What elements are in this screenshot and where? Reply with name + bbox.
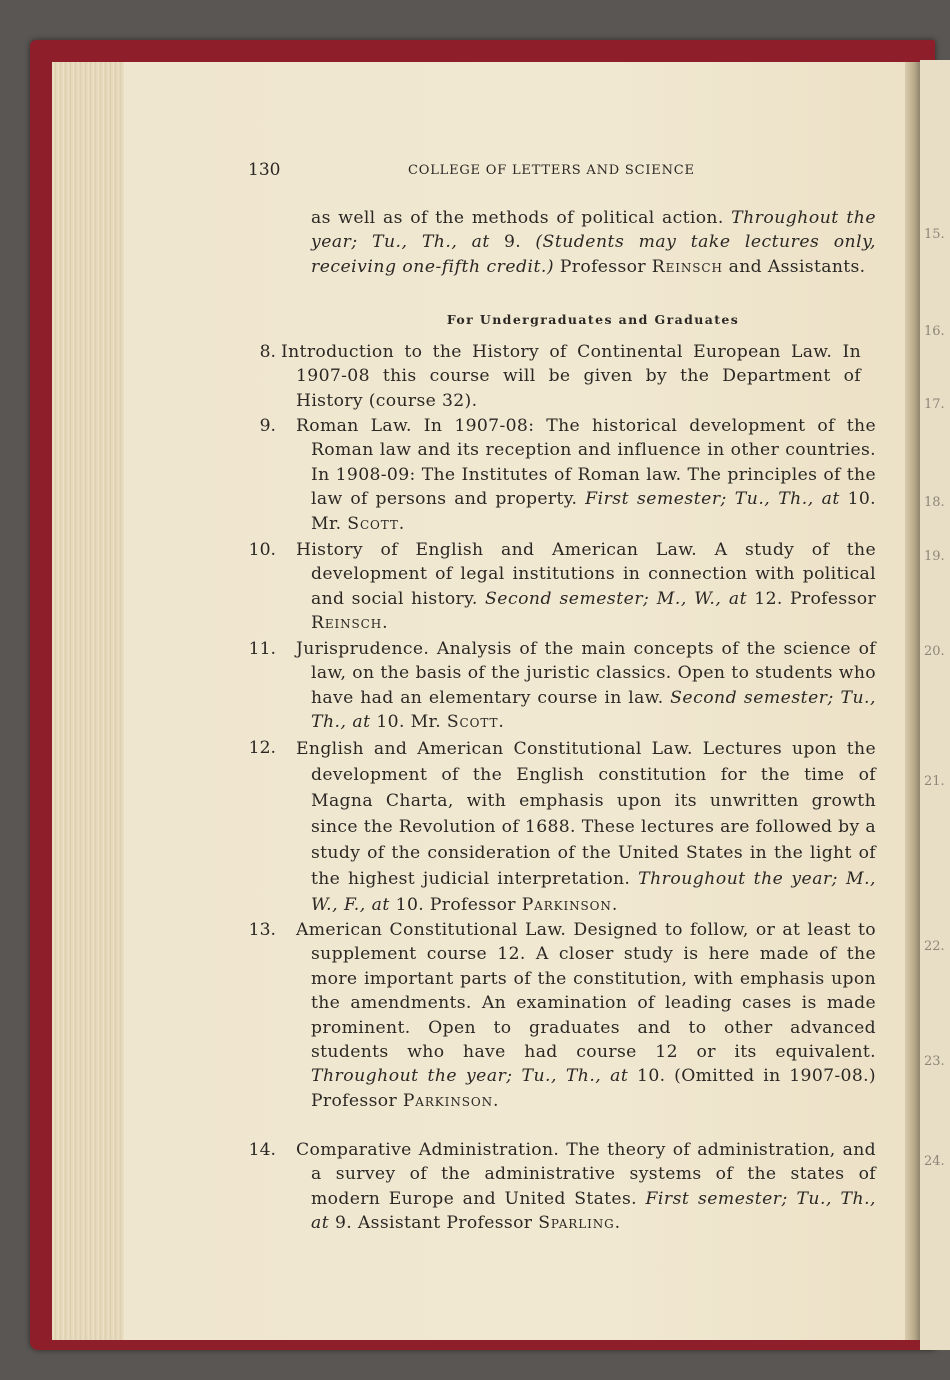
instructor-name: Reinsch — [651, 256, 723, 277]
course-entry — [296, 538, 876, 636]
page-edges — [52, 62, 125, 1340]
course-schedule: Throughout the year; Tu., Th., at — [311, 1066, 629, 1087]
bleed-number: 16. — [924, 324, 945, 339]
course-text: History of English and American Law. A study of the development of legal institutions in connection with political and social history. — [296, 540, 876, 609]
intro-text: Professor — [554, 256, 652, 277]
instructor-name: Sparling. — [538, 1213, 621, 1234]
instructor-name: Scott. — [446, 712, 505, 733]
bleed-number: 17. — [924, 397, 945, 412]
intro-text: and Assistants. — [722, 256, 866, 277]
instructor-name: Parkinson. — [521, 895, 619, 915]
course-entry — [296, 918, 876, 1113]
course-number: 10. — [248, 540, 276, 560]
course-entry — [296, 1138, 876, 1236]
intro-text: 9. — [489, 232, 536, 253]
course-text: Introduction to the History of Continental European Law. In 1907-08 this course will be given by the Department of History (course 32). — [281, 342, 861, 411]
intro-text: as well as of the methods of political action. — [311, 208, 732, 228]
course-text: 10. Mr. — [370, 712, 447, 733]
running-head: COLLEGE OF LETTERS AND SCIENCE — [408, 163, 695, 178]
course-schedule: First semester; Tu., Th., at — [311, 1188, 876, 1234]
section-heading: For Undergraduates and Graduates — [446, 312, 740, 327]
instructor-name: Reinsch. — [311, 613, 389, 634]
course-number: 8. — [259, 342, 276, 362]
course-entry — [296, 414, 876, 536]
instructor-name: Scott. — [347, 513, 406, 534]
bleed-number: 23. — [924, 1054, 945, 1069]
course-entry — [281, 340, 861, 413]
course-number: 13. — [248, 920, 276, 940]
intro-paragraph — [311, 206, 876, 279]
course-text: 10. Mr. — [311, 489, 876, 534]
bleed-number: 18. — [924, 495, 945, 510]
page-number: 130 — [248, 160, 281, 180]
course-text: 9. Assistant Professor — [329, 1213, 539, 1234]
course-entry — [296, 637, 876, 735]
course-text: Comparative Administration. The theory of administration, and a survey of the administrative systems of the states of modern Europe and United States. — [296, 1140, 876, 1209]
bleed-number: 15. — [924, 227, 945, 242]
course-number: 11. — [248, 639, 276, 659]
bleed-number: 19. — [924, 549, 945, 564]
course-text: Roman Law. In 1907-08: The historical development of the Roman law and its reception and influence in other countries. In 1908-09: The Institutes of Roman law. The principles of the law of persons and property. — [296, 416, 876, 510]
bleed-number: 24. — [924, 1154, 945, 1169]
course-text: American Constitutional Law. Designed to follow, or at least to supplement course 12. A closer study is here made of the more important parts of the constitution, with emphasis upon the amendments. An examination of leading cases is made prominent. Open to graduates and to other advanced students who have had course 12 or its equivalent. — [296, 920, 876, 1063]
bleed-number: 22. — [924, 939, 945, 954]
course-schedule: First semester; Tu., Th., at — [585, 489, 840, 510]
facing-page-edge — [920, 60, 950, 1350]
page-header — [248, 160, 878, 182]
course-number: 12. — [248, 738, 276, 758]
course-number: 9. — [259, 416, 276, 436]
gutter-shadow — [905, 62, 920, 1340]
instructor-name: Parkinson. — [402, 1090, 500, 1111]
intro-schedule: Throughout the year; Tu., Th., at — [311, 208, 876, 253]
course-text: 12. Professor — [746, 588, 877, 609]
course-schedule: Throughout the year; M., W., F., at — [311, 869, 876, 915]
course-schedule: Second semester; Tu., Th., at — [311, 687, 876, 733]
course-text: 10. Professor — [389, 895, 522, 915]
course-entry — [296, 736, 876, 918]
course-text: Jurisprudence. Analysis of the main concepts of the science of law, on the basis of the juristic classics. Open to students who have had an elementary course in law. — [296, 639, 876, 708]
intro-note: (Students may take lectures only, receiving one-fifth credit.) — [311, 232, 876, 277]
course-schedule: Second semester; M., W., at — [485, 588, 747, 609]
course-number: 14. — [248, 1140, 276, 1160]
bleed-number: 21. — [924, 774, 945, 789]
course-text: English and American Constitutional Law. Lectures upon the development of the English constitution for the time of Magna Charta, with emphasis upon its unwritten growth since the Revolution of 1688. These lectures are followed by a study of the consideration of the United States in the light of the highest judicial interpretation. — [296, 739, 876, 889]
bleed-number: 20. — [924, 644, 945, 659]
course-text: 10. (Omitted in 1907-08.) Professor — [311, 1066, 876, 1111]
